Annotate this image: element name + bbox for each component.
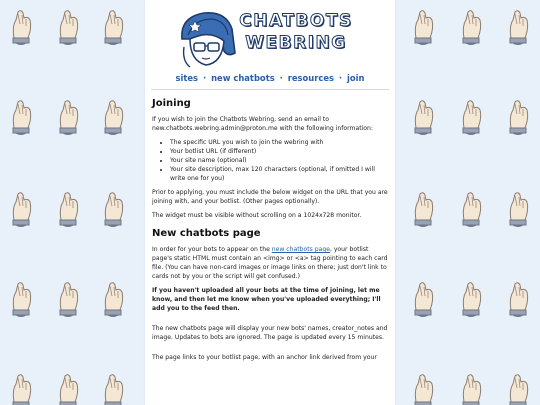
hand-icon xyxy=(8,190,34,228)
hand-icon xyxy=(410,372,436,405)
hand-icon xyxy=(410,190,436,228)
new-chatbots-paragraph-2: If you haven't uploaded all your bots at the time of joining, let me know, and then let me know when you've uploaded everything; I'll add you to the feed then. xyxy=(152,287,381,312)
joining-heading: Joining xyxy=(152,98,191,109)
article xyxy=(145,98,395,362)
logo-line-1: CHATBOTS xyxy=(239,11,353,31)
hand-icon xyxy=(505,8,531,46)
hand-icon xyxy=(505,98,531,136)
nav-sites[interactable]: sites xyxy=(175,73,199,83)
nav-new-chatbots[interactable]: new chatbots xyxy=(211,73,275,83)
list-item: • Your botlist URL (if different) xyxy=(170,147,389,156)
new-chatbots-heading: New chatbots page xyxy=(152,228,261,239)
hand-icon xyxy=(458,190,484,228)
header-divider xyxy=(151,89,389,90)
hand-icon xyxy=(505,280,531,318)
list-item: • Your site description, max 120 characters (optional, if omitted I will write one for you) xyxy=(170,165,389,183)
hand-icon xyxy=(458,98,484,136)
list-item: • Your site name (optional) xyxy=(170,156,389,165)
text-fragment: In order for your bots to appear on the xyxy=(152,246,272,253)
nav-separator: · xyxy=(279,73,283,83)
hand-icon xyxy=(8,98,34,136)
hand-icon xyxy=(8,280,34,318)
joining-visibility-note: The widget must be visible without scrolling on a 1024x728 monitor. xyxy=(152,212,362,219)
nav-join[interactable]: join xyxy=(347,73,365,83)
hand-icon xyxy=(55,8,81,46)
hand-icon xyxy=(100,372,126,405)
joining-widget-note: Prior to applying, you must include the below widget on the URL that you are joining with, and your botlist. (Other pages optionally). xyxy=(152,189,388,205)
hand-icon xyxy=(410,280,436,318)
top-nav xyxy=(145,72,395,84)
main-column xyxy=(145,0,395,405)
header xyxy=(145,0,395,70)
hand-icon xyxy=(55,190,81,228)
list-item: • The specific URL you wish to join the webring with xyxy=(170,138,389,147)
new-chatbots-page-link[interactable]: new chatbots page xyxy=(271,246,330,253)
hand-icon xyxy=(458,280,484,318)
nav-separator: · xyxy=(338,73,343,83)
hand-icon xyxy=(458,8,484,46)
hand-icon xyxy=(100,98,126,136)
mascot-logo-icon xyxy=(178,9,238,71)
joining-intro: If you wish to join the Chatbots Webring, send an email to new.chatbots.webring.admin@proton.me with the following information: xyxy=(152,116,373,132)
text-fragment: , your botlist page's static HTML must contain an <img> or <a> tag pointing to each card file. (You can have non-card images or image links on there; just don't link to cards not by you or the script will get confused.) xyxy=(152,246,388,280)
hand-icon xyxy=(55,280,81,318)
site-logo[interactable] xyxy=(239,10,353,64)
hand-icon xyxy=(458,372,484,405)
nav-separator: · xyxy=(202,73,207,83)
hand-icon xyxy=(410,98,436,136)
new-chatbots-paragraph-3: The new chatbots page will display your new bots' names, creator_notes and image. Updates to bots are ignored. The page is updated every 15 minutes. xyxy=(152,325,388,341)
hand-icon xyxy=(8,8,34,46)
hand-icon xyxy=(410,8,436,46)
hand-icon xyxy=(505,372,531,405)
nav-resources[interactable]: resources xyxy=(287,73,334,83)
logo-line-2: WEBRING xyxy=(245,33,347,53)
hand-icon xyxy=(8,372,34,405)
new-chatbots-paragraph-4: The page links to your botlist page, with an anchor link derived from your xyxy=(152,354,377,361)
hand-icon xyxy=(55,372,81,405)
hand-icon xyxy=(100,8,126,46)
hand-icon xyxy=(100,280,126,318)
hand-icon xyxy=(505,190,531,228)
hand-icon xyxy=(55,98,81,136)
new-chatbots-paragraph-1 xyxy=(152,245,389,281)
joining-requirements-list xyxy=(152,138,389,183)
hand-icon xyxy=(100,190,126,228)
